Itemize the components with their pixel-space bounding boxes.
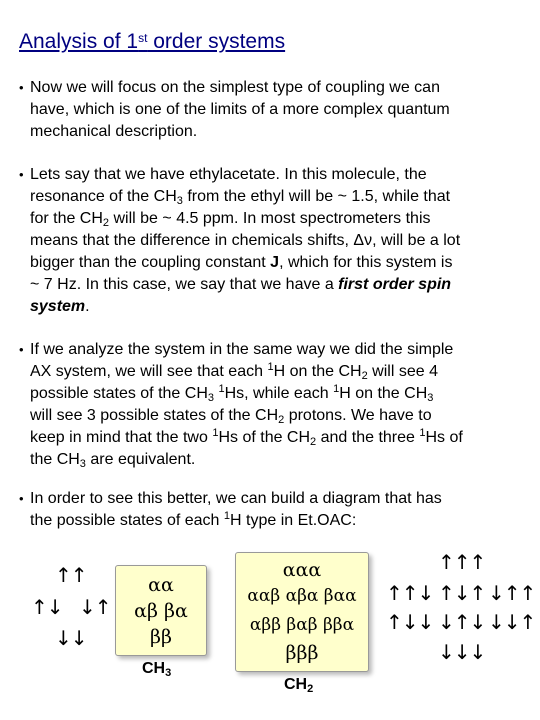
state-row-1: ααα [282, 559, 322, 581]
bullet-1: • Now we will focus on the simplest type of coupling we can have, which is one of the limits of a more complex quantum mechanical description. [19, 79, 450, 140]
state-row-4: βββ [285, 642, 319, 664]
arrows-down-up: ↓↑ [79, 595, 111, 619]
bullet-marker: • [19, 167, 24, 182]
state-row-1: αα [148, 574, 174, 596]
bullet-3: • If we analyze the system in the same way we did the simple AX system, we will see that each $^1$H on the $CH_2$ will see 4 possible states of the $CH_3$ $^1$Hs, while each $^1$H on the $CH_3$ will see 3 possible states of the $CH_2$ protons. We have to keep in mind that the two $^1$Hs of the $CH_2$ and the three $^1$Hs of the $CH_3$ are equivalent. [19, 341, 463, 470]
arrows-up-down-down: ↑↓↓ [386, 610, 434, 634]
arrows-up-down: ↑↓ [31, 595, 63, 619]
arrows-down-down-down: ↓↓↓ [438, 640, 486, 664]
arrows-down-up-up: ↓↑↑ [488, 581, 536, 605]
arrows-up-up: ↑↑ [55, 563, 87, 587]
state-row-3: ββ [150, 626, 172, 648]
state-row-2: ααβ αβα βαα [247, 586, 357, 606]
delta-nu-symbol: Δν [353, 232, 373, 249]
arrows-up-up-up: ↑↑↑ [438, 550, 486, 574]
arrows-down-down-up: ↓↓↑ [488, 610, 536, 634]
ch3-label: $CH_3$ [142, 660, 172, 679]
state-row-2: αβ βα [134, 600, 188, 622]
arrows-up-down-up: ↑↓↑ [438, 581, 486, 605]
bullet-marker: • [19, 342, 24, 357]
bullet-marker: • [19, 491, 24, 506]
ch2-label: $CH_2$ [284, 676, 314, 695]
ch2-states-box [235, 552, 369, 672]
bullet-4: • In order to see this better, we can build a diagram that has the possible states of each $^1$H type in Et.OAC: [19, 490, 442, 529]
state-row-3: αββ βαβ ββα [249, 615, 355, 635]
bullet-2: • Lets say that we have ethylacetate. In this molecule, the resonance of the $CH_3$ from the ethyl will be ~ 1.5, while that for the $CH_2$ will be ~ 4.5 ppm. In most spectrometers this means that the difference in chemicals shifts, Δν, will be a lot bigger than the coupling constant J, which for this system is ~ 7 Hz. In this case, we say that we have a first order spin system. [19, 166, 461, 315]
coupling-constant-J: J [270, 254, 280, 271]
slide-title: Analysis of 1st order systems [19, 30, 286, 53]
arrows-down-down: ↓↓ [55, 626, 87, 650]
bullet-marker: • [19, 80, 24, 95]
arrows-down-up-down: ↓↑↓ [438, 610, 486, 634]
ch3-states-box [115, 565, 207, 656]
arrows-up-up-down: ↑↑↓ [386, 581, 434, 605]
